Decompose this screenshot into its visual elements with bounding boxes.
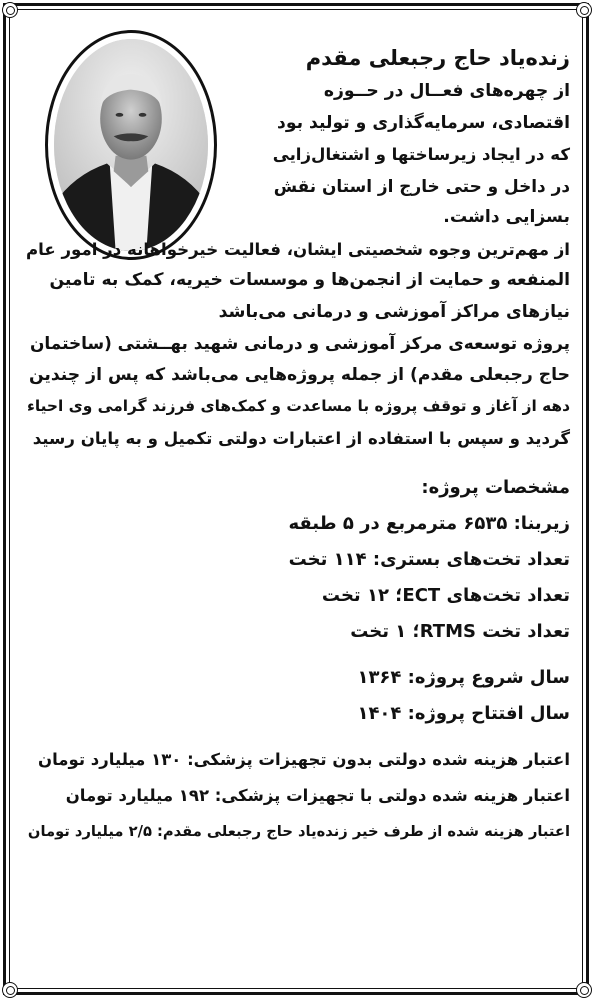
- text-line: در داخل و حتی خارج از استان نقش: [273, 175, 570, 196]
- text-line: از مهم‌ترین وجوه شخصیتی ایشان، فعالیت خیرخواهانه در امور عام: [25, 239, 570, 259]
- intro-paragraph: [270, 76, 570, 234]
- text-line: بسزایی داشت.: [443, 207, 570, 227]
- spec-item: تعداد تخت‌های بستری: ۱۱۴ تخت: [288, 549, 570, 570]
- text-line: گردید و سپس با استفاده از اعتبارات دولتی تکمیل و به پایان رسید: [32, 428, 570, 448]
- spec-item: زیربنا: ۶۵۳۵ مترمربع در ۵ طبقه: [288, 513, 570, 534]
- spec-item: تعداد تخت RTMS؛ ۱ تخت: [350, 621, 570, 642]
- spec-year: سال شروع پروژه: ۱۳۶۴: [357, 667, 570, 688]
- specs-heading: مشخصات پروژه:: [421, 477, 570, 498]
- corner-ornament: [576, 982, 592, 998]
- text-line: از چهره‌های فعــال در حــوزه: [323, 81, 570, 101]
- text-line: حاج رجبعلی مقدم) از جمله پروژه‌هایی می‌باشد که پس از چندین: [28, 364, 570, 385]
- spec-budget: اعتبار هزینه شده دولتی بدون تجهیزات پزشکی: ۱۳۰ میلیارد تومان: [38, 750, 570, 769]
- text-line: اقتصادی، سرمایه‌گذاری و تولید بود: [277, 112, 570, 133]
- spec-budget: اعتبار هزینه شده از طرف خیر زنده‌یاد حاج رجبعلی مقدم: ۲/۵ میلیارد تومان: [27, 823, 570, 840]
- text-line: المنفعه و حمایت از انجمن‌ها و موسسات خیریه، کمک به تامین: [49, 270, 570, 290]
- text-line: که در ایجاد زیرساختها و اشتغال‌زایی: [272, 145, 570, 164]
- spec-item: تعداد تخت‌های ECT؛ ۱۲ تخت: [321, 585, 570, 606]
- corner-ornament: [576, 2, 592, 18]
- text-line: نیازهای مراکز آموزشی و درمانی می‌باشد: [218, 301, 570, 322]
- project-specs: [24, 470, 570, 850]
- corner-ornament: [2, 982, 18, 998]
- corner-ornament: [2, 2, 18, 18]
- obituary-text: [24, 44, 570, 850]
- spec-year: سال افتتاح پروژه: ۱۴۰۴: [357, 703, 570, 724]
- text-line: پروژه توسعه‌ی مرکز آموزشی و درمانی شهید بهــشتی (ساختمان: [29, 333, 570, 353]
- page-title: زنده‌یاد حاج رجبعلی مقدم: [305, 46, 570, 70]
- text-line: دهه از آغاز و توقف پروژه با مساعدت و کمک‌های فرزند گرامی وی احیاء: [27, 397, 570, 415]
- spec-budget: اعتبار هزینه شده دولتی با تجهیزات پزشکی: ۱۹۲ میلیارد تومان: [65, 786, 570, 805]
- body-paragraph: [24, 234, 570, 455]
